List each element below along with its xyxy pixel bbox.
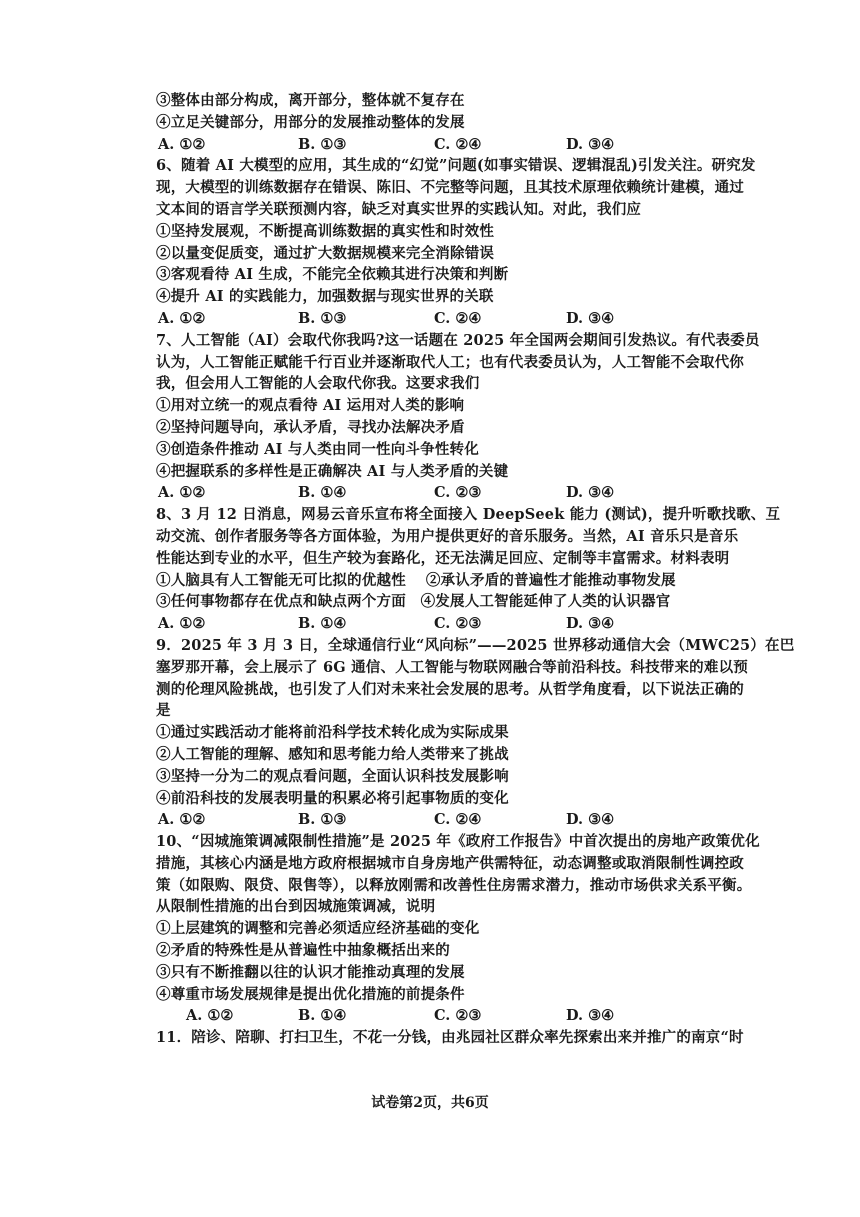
question-10 [156, 831, 760, 1027]
choice-c: C. ②④ [434, 811, 482, 829]
question-stem: 测的伦理风险挑战，也引发了人们对未来社会发展的思考。从哲学角度看，以下说法正确的 [156, 680, 744, 698]
choice-b: B. ①③ [298, 811, 347, 829]
option-line: ②坚持问题导向，承认矛盾，寻找办法解决矛盾 [156, 418, 465, 436]
option-line: ①通过实践活动才能将前沿科学技术转化成为实际成果 [156, 724, 509, 742]
question-stem: 我，但会用人工智能的人会取代你我。这要求我们 [156, 375, 480, 393]
question-stem: 11．陪诊、陪聊、打扫卫生，不花一分钱，由兆园社区群众率先探索出来并推广的南京“时 [156, 1029, 744, 1047]
answer-choices [156, 809, 692, 831]
choice-b: B. ①④ [298, 1007, 347, 1025]
option-line: ③坚持一分为二的观点看问题，全面认识科技发展影响 [156, 767, 509, 785]
choice-c: C. ②④ [434, 309, 482, 327]
option-line: ①人脑具有人工智能无可比拟的优越性 ②承认矛盾的普遍性才能推动事物发展 [156, 571, 676, 589]
option-line: ③整体由部分构成，离开部分，整体就不复存在 [156, 92, 465, 109]
question-5 [156, 90, 692, 155]
choice-a: A. ①② [158, 615, 206, 633]
answer-choices [156, 1005, 692, 1027]
answer-choices [156, 134, 692, 156]
question-6 [156, 155, 756, 329]
option-line: ④前沿科技的发展表明量的积累必将引起事物质的变化 [156, 789, 509, 807]
option-line: ④尊重市场发展规律是提出优化措施的前提条件 [156, 985, 465, 1003]
answer-choices [156, 613, 692, 635]
answer-choices [156, 308, 692, 330]
choice-b: B. ①③ [298, 135, 347, 153]
question-stem: 9．2025 年 3 月 3 日，全球通信行业“风向标”——2025 世界移动通信大会（MWC25）在巴 [156, 636, 795, 654]
question-8 [156, 504, 781, 635]
choice-a: A. ①② [158, 811, 206, 829]
choice-a: A. ①② [158, 309, 206, 327]
choice-a: A. ①② [158, 484, 206, 502]
choice-c: C. ②③ [434, 1007, 482, 1025]
question-stem: 8、3 月 12 日消息，网易云音乐宣布将全面接入 DeepSeek 能力 (测试)，提升听歌找歌、互 [156, 506, 781, 524]
answer-choices [156, 482, 692, 504]
option-line: ③客观看待 AI 生成，不能完全依赖其进行决策和判断 [156, 266, 509, 284]
question-stem: 文本间的语言学关联预测内容，缺乏对真实世界的实践认知。对此，我们应 [156, 200, 642, 218]
option-line: ①上层建筑的调整和完善必须适应经济基础的变化 [156, 920, 480, 938]
question-stem: 7、人工智能（AI）会取代你我吗?这一话题在 2025 年全国两会期间引发热议。有代表委员 [156, 331, 760, 349]
choice-a: A. ①② [186, 1007, 234, 1025]
question-9 [156, 635, 795, 831]
choice-d: D. ③④ [566, 811, 615, 829]
question-stem: 性能达到专业的水平，但生产较为套路化，还无法满足回应、定制等丰富需求。材料表明 [156, 549, 730, 567]
question-stem: 动交流、创作者服务等各方面体验，为用户提供更好的音乐服务。当然，AI 音乐只是音乐 [156, 527, 739, 545]
question-stem: 从限制性措施的出台到因城施策调减，说明 [156, 898, 436, 916]
question-stem: 塞罗那开幕，会上展示了 6G 通信、人工智能与物联网融合等前沿科技。科技带来的难以预 [156, 658, 748, 676]
choice-d: D. ③④ [566, 309, 615, 327]
option-line: ②人工智能的理解、感知和思考能力给人类带来了挑战 [156, 745, 509, 763]
choice-d: D. ③④ [566, 1007, 615, 1025]
option-line: ②以量变促质变，通过扩大数据规模来完全消除错误 [156, 244, 495, 262]
question-stem: 措施，其核心内涵是地方政府根据城市自身房地产供需特征，动态调整或取消限制性调控政 [156, 854, 744, 872]
question-stem: 策（如限购、限贷、限售等），以释放刚需和改善性住房需求潜力，推动市场供求关系平衡。 [156, 876, 752, 894]
option-line: ④把握联系的多样性是正确解决 AI 与人类矛盾的关键 [156, 462, 509, 480]
option-line: ③创造条件推动 AI 与人类由同一性向斗争性转化 [156, 440, 479, 458]
question-stem: 6、随着 AI 大模型的应用，其生成的“幻觉”问题(如事实错误、逻辑混乱)引发关注。研究发 [156, 157, 756, 175]
option-line: ③任何事物都存在优点和缺点两个方面 ④发展人工智能延伸了人类的认识器官 [156, 593, 671, 611]
choice-b: B. ①③ [298, 309, 347, 327]
question-stem: 现，大模型的训练数据存在错误、陈旧、不完整等问题，且其技术原理依赖统计建模，通过 [156, 179, 744, 197]
option-line: ④提升 AI 的实践能力，加强数据与现实世界的关联 [156, 288, 494, 306]
choice-c: C. ②③ [434, 615, 482, 633]
page-footer: 试卷第2页，共6页 [371, 1095, 489, 1111]
choice-c: C. ②④ [434, 135, 482, 153]
choice-c: C. ②③ [434, 484, 482, 502]
option-line: ④立足关键部分，用部分的发展推动整体的发展 [156, 113, 465, 131]
choice-d: D. ③④ [566, 135, 615, 153]
question-11 [156, 1027, 744, 1049]
option-line: ①坚持发展观，不断提高训练数据的真实性和时效性 [156, 222, 495, 240]
choice-b: B. ①④ [298, 484, 347, 502]
choice-d: D. ③④ [566, 615, 615, 633]
question-7 [156, 330, 760, 504]
question-stem: 认为，人工智能正赋能千行百业并逐渐取代人工；也有代表委员认为，人工智能不会取代你 [156, 353, 744, 371]
option-line: ②矛盾的特殊性是从普遍性中抽象概括出来的 [156, 942, 450, 960]
question-content [156, 90, 795, 1049]
question-stem: 10、“因城施策调减限制性措施”是 2025 年《政府工作报告》中首次提出的房地产政策优化 [156, 833, 760, 851]
question-stem: 是 [156, 702, 171, 720]
choice-a: A. ①② [158, 135, 206, 153]
choice-b: B. ①④ [298, 615, 347, 633]
choice-d: D. ③④ [566, 484, 615, 502]
option-line: ①用对立统一的观点看待 AI 运用对人类的影响 [156, 397, 465, 415]
option-line: ③只有不断推翻以往的认识才能推动真理的发展 [156, 963, 465, 981]
